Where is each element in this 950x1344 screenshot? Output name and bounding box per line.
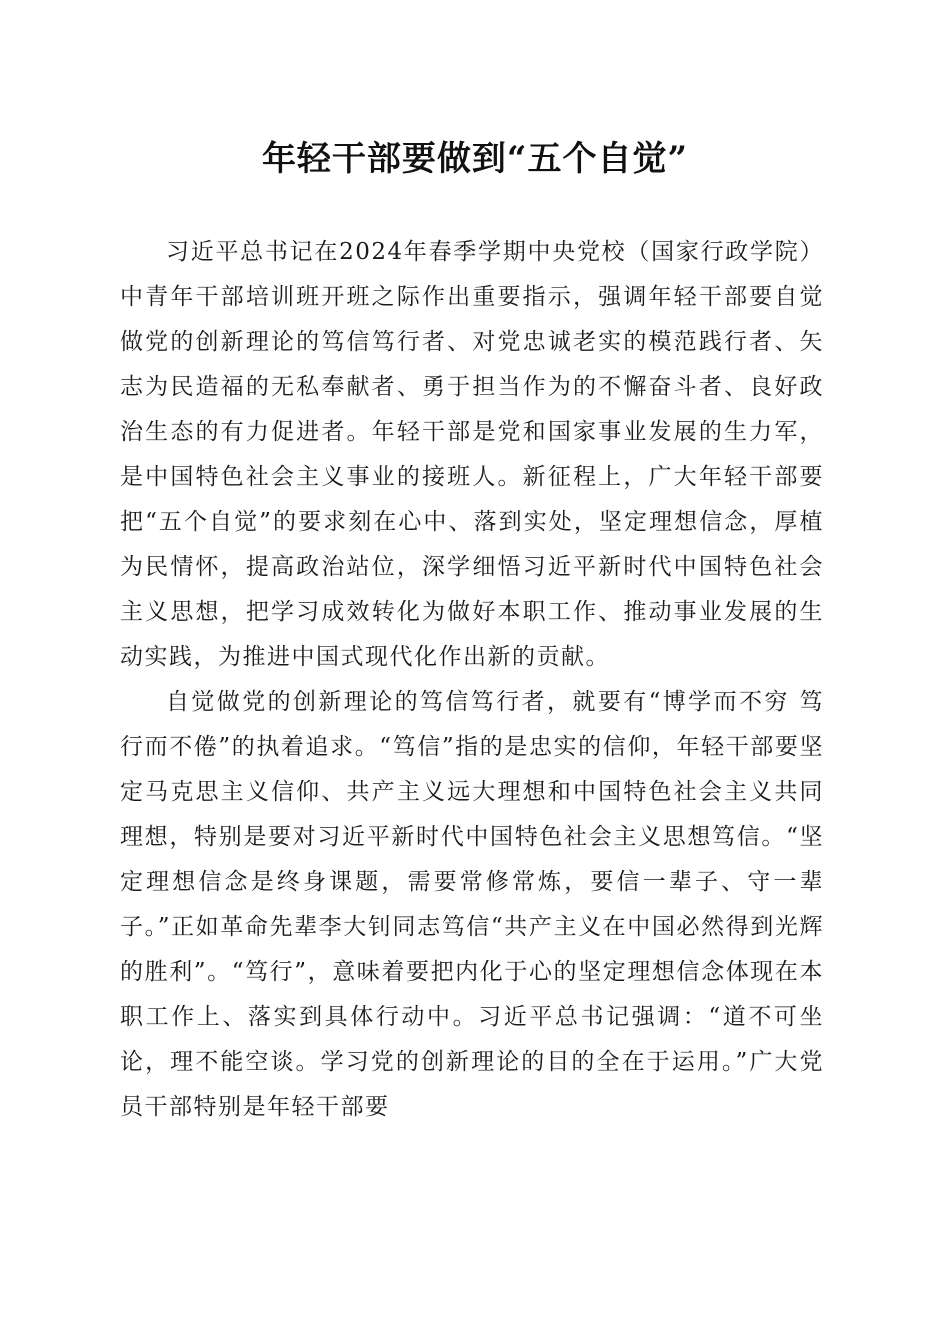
document-body — [120, 230, 824, 1130]
document-title: 年轻干部要做到“五个自觉” — [261, 139, 689, 179]
paragraph-1: 习近平总书记在2024年春季学期中央党校（国家行政学院）中青年干部培训班开班之际作出重要指示，强调年轻干部要自觉做党的创新理论的笃信笃行者、对党忠诚老实的模范践行者、矢志为民造福的无私奉献者、勇于担当作为的不懈奋斗者、良好政治生态的有力促进者。年轻干部是党和国家事业发展的生力军，是中国特色社会主义事业的接班人。新征程上，广大年轻干部要把“五个自觉”的要求刻在心中、落到实处，坚定理想信念，厚植为民情怀，提高政治站位，深学细悟习近平新时代中国特色社会主义思想，把学习成效转化为做好本职工作、推动事业发展的生动实践，为推进中国式现代化作出新的贡献。 — [120, 239, 824, 670]
paragraph-2: 自觉做党的创新理论的笃信笃行者，就要有“博学而不穷 笃行而不倦”的执着追求。“笃信”指的是忠实的信仰，年轻干部要坚定马克思主义信仰、共产主义远大理想和中国特色社会主义共同理想，特别是要对习近平新时代中国特色社会主义思想笃信。“坚定理想信念是终身课题，需要常修常炼，要信一辈子、守一辈子。”正如革命先辈李大钊同志笃信“共产主义在中国必然得到光辉的胜利”。“笃行”，意味着要把内化于心的坚定理想信念体现在本职工作上、落实到具体行动中。习近平总书记强调：“道不可坐论，理不能空谈。学习党的创新理论的目的全在于运用。”广大党员干部特别是年轻干部要 — [120, 689, 824, 1120]
